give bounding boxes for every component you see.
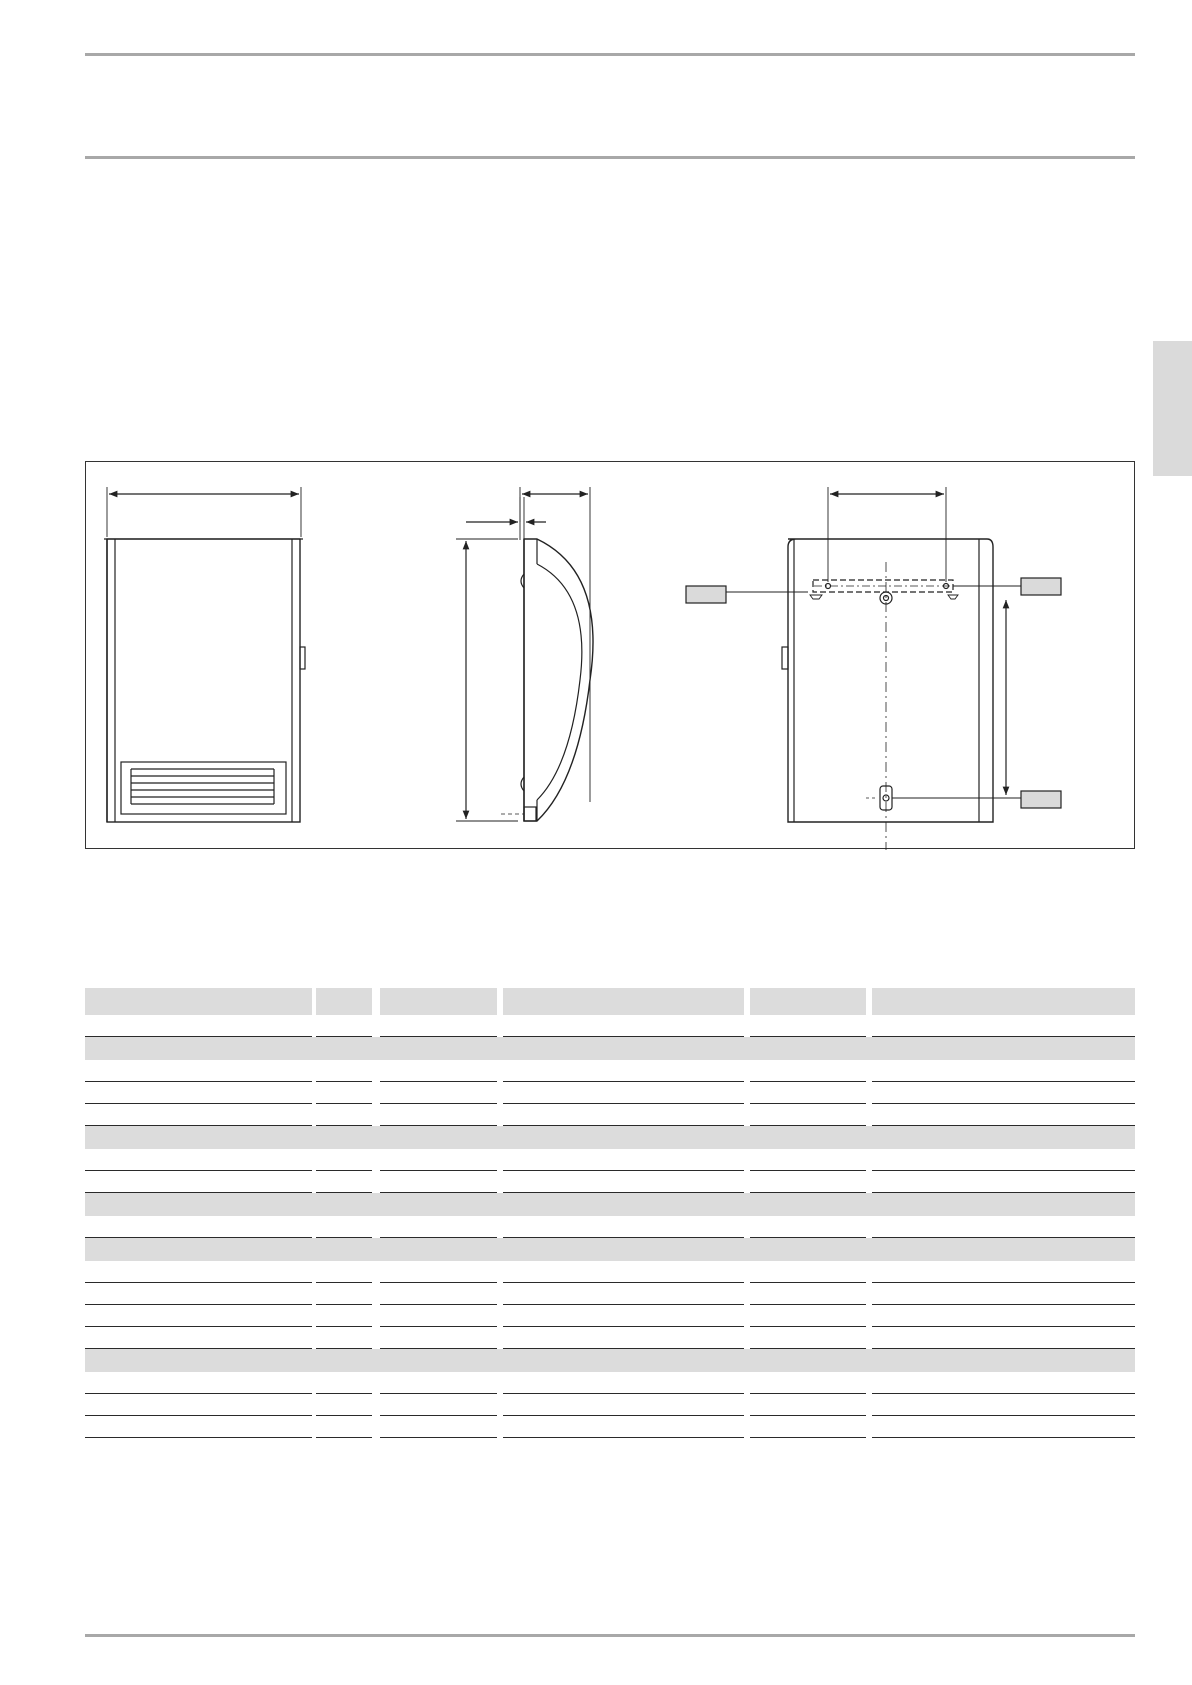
table-cell: [750, 1216, 866, 1238]
table-cell: [750, 1372, 866, 1394]
side-curved-cover: [524, 539, 593, 821]
specification-table: [85, 988, 1135, 1438]
table-cell: [85, 1283, 312, 1305]
footer-rule: [85, 1634, 1135, 1637]
table-cell: [750, 1171, 866, 1193]
technical-drawing-figure: [85, 461, 1135, 849]
table-cell: [750, 1305, 866, 1327]
front-view: [104, 487, 305, 822]
table-cell: [380, 1015, 497, 1037]
table-cell: [380, 1104, 497, 1126]
table-row: [85, 1327, 1135, 1349]
table-cell: [503, 1015, 744, 1037]
table-group-row: [85, 1238, 1135, 1261]
table-cell: [316, 1372, 372, 1394]
table-cell: [503, 1261, 744, 1283]
rear-view: [686, 487, 1061, 850]
table-cell: [85, 1149, 312, 1171]
table-cell: [380, 1216, 497, 1238]
column-header: [380, 988, 497, 1015]
table-row: [85, 1082, 1135, 1104]
table-cell: [872, 1082, 1135, 1104]
table-cell: [750, 1082, 866, 1104]
table-cell: [750, 1283, 866, 1305]
table-row: [85, 1216, 1135, 1238]
table-cell: [316, 1216, 372, 1238]
technical-drawing-svg: [86, 462, 1136, 850]
column-header: [503, 988, 744, 1015]
table-cell: [316, 1394, 372, 1416]
table-row: [85, 1372, 1135, 1394]
table-cell: [872, 1394, 1135, 1416]
table-group-row: [85, 1193, 1135, 1216]
table-cell: [750, 1327, 866, 1349]
table-header-row: [85, 988, 1135, 1015]
table-cell: [316, 1015, 372, 1037]
table-cell: [316, 1104, 372, 1126]
table-row: [85, 1261, 1135, 1283]
table-row: [85, 1305, 1135, 1327]
table-cell: [872, 1060, 1135, 1082]
table-cell: [872, 1283, 1135, 1305]
table-cell: [316, 1171, 372, 1193]
table-cell: [750, 1394, 866, 1416]
table-cell: [85, 1060, 312, 1082]
table-cell: [316, 1283, 372, 1305]
table-row: [85, 1416, 1135, 1438]
table-cell: [85, 1261, 312, 1283]
table-cell: [380, 1283, 497, 1305]
table-row: [85, 1149, 1135, 1171]
table-cell: [380, 1060, 497, 1082]
table-row: [85, 1104, 1135, 1126]
table-cell: [316, 1327, 372, 1349]
table-cell: [316, 1149, 372, 1171]
table-cell: [750, 1261, 866, 1283]
table-cell: [872, 1372, 1135, 1394]
table-row: [85, 1394, 1135, 1416]
table-cell: [85, 1416, 312, 1438]
table-group-row: [85, 1037, 1135, 1060]
table-cell: [85, 1327, 312, 1349]
table-cell: [872, 1305, 1135, 1327]
group-label: [85, 1349, 1135, 1372]
column-header: [872, 988, 1135, 1015]
table-cell: [380, 1372, 497, 1394]
table-cell: [503, 1216, 744, 1238]
table-row: [85, 1171, 1135, 1193]
rear-callout-box-left: [686, 586, 726, 603]
table-cell: [380, 1149, 497, 1171]
rear-housing-outline: [788, 539, 993, 822]
table-cell: [503, 1372, 744, 1394]
table-cell: [380, 1171, 497, 1193]
table-cell: [503, 1416, 744, 1438]
table-cell: [750, 1104, 866, 1126]
table-cell: [316, 1416, 372, 1438]
table-cell: [380, 1261, 497, 1283]
group-label: [85, 1037, 1135, 1060]
column-header: [750, 988, 866, 1015]
header-top-rule: [85, 53, 1135, 56]
table-cell: [872, 1216, 1135, 1238]
table-cell: [380, 1305, 497, 1327]
table-cell: [316, 1082, 372, 1104]
table-cell: [503, 1171, 744, 1193]
table-cell: [750, 1015, 866, 1037]
table-cell: [872, 1015, 1135, 1037]
table-cell: [316, 1305, 372, 1327]
table-cell: [750, 1416, 866, 1438]
table-cell: [872, 1149, 1135, 1171]
table-cell: [872, 1104, 1135, 1126]
front-air-grille: [121, 762, 286, 814]
table-cell: [503, 1104, 744, 1126]
table-cell: [503, 1327, 744, 1349]
table-cell: [316, 1060, 372, 1082]
table-cell: [380, 1394, 497, 1416]
table-row: [85, 1060, 1135, 1082]
header-bottom-rule: [85, 156, 1135, 159]
table-cell: [750, 1149, 866, 1171]
table-cell: [85, 1305, 312, 1327]
table-cell: [503, 1283, 744, 1305]
table-cell: [85, 1394, 312, 1416]
table-cell: [380, 1082, 497, 1104]
side-view: [456, 487, 593, 821]
table-cell: [85, 1082, 312, 1104]
table-cell: [872, 1171, 1135, 1193]
table-cell: [85, 1171, 312, 1193]
table-cell: [503, 1394, 744, 1416]
front-side-knob: [300, 647, 305, 669]
group-label: [85, 1238, 1135, 1261]
rear-callout-box-right-bottom: [1021, 791, 1061, 808]
table-cell: [380, 1327, 497, 1349]
front-housing-outline: [107, 539, 300, 822]
table-cell: [872, 1261, 1135, 1283]
table-row: [85, 1283, 1135, 1305]
table-cell: [872, 1416, 1135, 1438]
table-group-row: [85, 1349, 1135, 1372]
table-cell: [503, 1082, 744, 1104]
table-cell: [503, 1060, 744, 1082]
table-group-row: [85, 1126, 1135, 1149]
column-header: [85, 988, 312, 1015]
table-cell: [503, 1149, 744, 1171]
table-cell: [85, 1372, 312, 1394]
group-label: [85, 1193, 1135, 1216]
table-cell: [85, 1216, 312, 1238]
table-cell: [750, 1060, 866, 1082]
table-cell: [85, 1104, 312, 1126]
group-label: [85, 1126, 1135, 1149]
table-cell: [316, 1261, 372, 1283]
table-cell: [85, 1015, 312, 1037]
section-tab: [1153, 341, 1192, 476]
table-cell: [872, 1327, 1135, 1349]
table-subheader-row: [85, 1015, 1135, 1037]
rear-callout-box-right-top: [1021, 578, 1061, 595]
table-cell: [503, 1305, 744, 1327]
table-cell: [380, 1416, 497, 1438]
column-header: [316, 988, 372, 1015]
